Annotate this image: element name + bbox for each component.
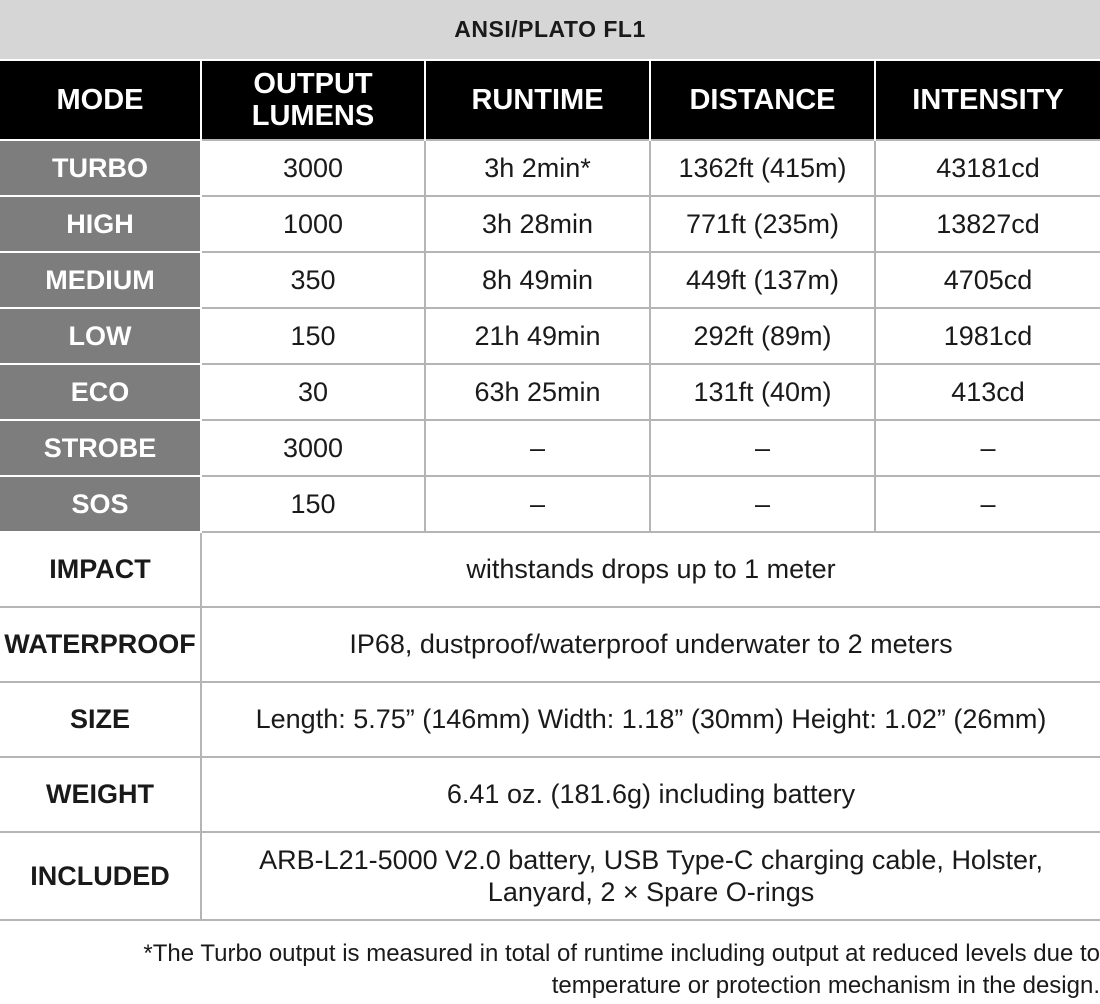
- intensity-cell: 4705cd: [875, 252, 1100, 308]
- table-row: [0, 196, 1100, 252]
- spec-label: WATERPROOF: [0, 607, 201, 682]
- distance-cell: 449ft (137m): [650, 252, 875, 308]
- table-row: [0, 308, 1100, 364]
- output-cell: 3000: [201, 140, 425, 196]
- output-cell: 150: [201, 476, 425, 532]
- header-output-line2: LUMENS: [251, 100, 375, 132]
- distance-cell: 292ft (89m): [650, 308, 875, 364]
- spec-row-waterproof: [0, 607, 1100, 682]
- intensity-cell: 413cd: [875, 364, 1100, 420]
- header-output-line1: OUTPUT: [253, 68, 373, 100]
- footnote-line2: temperature or protection mechanism in the design.: [551, 972, 1100, 999]
- table-title-row: [0, 0, 1100, 60]
- spec-value-line2: Lanyard, 2 × Spare O-rings: [487, 877, 815, 907]
- runtime-cell: –: [425, 420, 650, 476]
- header-distance: DISTANCE: [650, 60, 875, 140]
- mode-cell: HIGH: [0, 196, 201, 252]
- table-row: [0, 140, 1100, 196]
- distance-cell: 1362ft (415m): [650, 140, 875, 196]
- output-cell: 30: [201, 364, 425, 420]
- header-output-lumens: [201, 60, 425, 140]
- intensity-cell: 13827cd: [875, 196, 1100, 252]
- spec-row-size: [0, 682, 1100, 757]
- intensity-cell: 1981cd: [875, 308, 1100, 364]
- distance-cell: –: [650, 420, 875, 476]
- spec-value-line1: ARB-L21-5000 V2.0 battery, USB Type-C charging cable, Holster,: [259, 845, 1043, 875]
- footnote: [0, 938, 1100, 1002]
- mode-cell: TURBO: [0, 140, 201, 196]
- mode-cell: LOW: [0, 308, 201, 364]
- table-row: [0, 364, 1100, 420]
- header-mode: MODE: [0, 60, 201, 140]
- footnote-line1: *The Turbo output is measured in total of runtime including output at reduced levels due to: [143, 940, 1100, 967]
- spec-value: withstands drops up to 1 meter: [201, 532, 1100, 607]
- runtime-cell: 8h 49min: [425, 252, 650, 308]
- table-row: [0, 476, 1100, 532]
- mode-cell: STROBE: [0, 420, 201, 476]
- intensity-cell: –: [875, 420, 1100, 476]
- table-row: [0, 252, 1100, 308]
- table-row: [0, 420, 1100, 476]
- distance-cell: 771ft (235m): [650, 196, 875, 252]
- mode-cell: ECO: [0, 364, 201, 420]
- mode-cell: SOS: [0, 476, 201, 532]
- table-header-row: [0, 60, 1100, 140]
- spec-value: Length: 5.75” (146mm) Width: 1.18” (30mm) Height: 1.02” (26mm): [201, 682, 1100, 757]
- spec-label: IMPACT: [0, 532, 201, 607]
- spec-value: 6.41 oz. (181.6g) including battery: [201, 757, 1100, 832]
- runtime-cell: –: [425, 476, 650, 532]
- spec-value: [201, 832, 1100, 920]
- runtime-cell: 21h 49min: [425, 308, 650, 364]
- output-cell: 150: [201, 308, 425, 364]
- output-cell: 350: [201, 252, 425, 308]
- table-title: ANSI/PLATO FL1: [0, 0, 1100, 60]
- intensity-cell: –: [875, 476, 1100, 532]
- distance-cell: –: [650, 476, 875, 532]
- spec-label: WEIGHT: [0, 757, 201, 832]
- spec-row-impact: [0, 532, 1100, 607]
- output-cell: 1000: [201, 196, 425, 252]
- runtime-cell: 63h 25min: [425, 364, 650, 420]
- mode-cell: MEDIUM: [0, 252, 201, 308]
- output-cell: 3000: [201, 420, 425, 476]
- spec-label: SIZE: [0, 682, 201, 757]
- header-runtime: RUNTIME: [425, 60, 650, 140]
- intensity-cell: 43181cd: [875, 140, 1100, 196]
- spec-row-weight: [0, 757, 1100, 832]
- spec-row-included: [0, 832, 1100, 920]
- spec-value: IP68, dustproof/waterproof underwater to 2 meters: [201, 607, 1100, 682]
- runtime-cell: 3h 28min: [425, 196, 650, 252]
- spec-label: INCLUDED: [0, 832, 201, 920]
- runtime-cell: 3h 2min*: [425, 140, 650, 196]
- header-intensity: INTENSITY: [875, 60, 1100, 140]
- distance-cell: 131ft (40m): [650, 364, 875, 420]
